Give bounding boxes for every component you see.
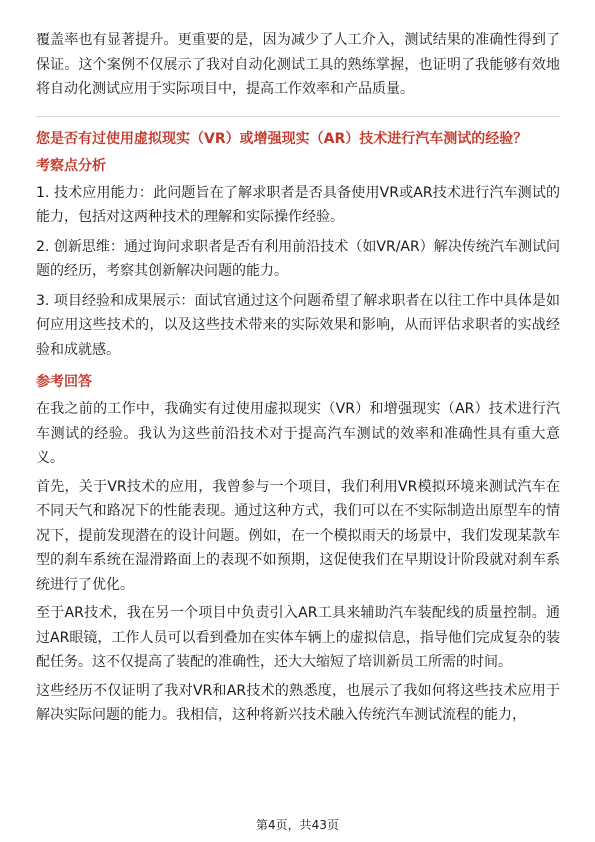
document-page [36,28,560,728]
intro-paragraph: 覆盖率也有显著提升。更重要的是，因为减少了人工介入，测试结果的准确性得到了保证。这个案例不仅展示了我对自动化测试工具的熟练掌握，也证明了我能够有效地将自动化测试应用于实际项目中，提高工作效率和产品质量。 [36,32,560,97]
answer-paragraph: 在我之前的工作中，我确实有过使用虚拟现实（VR）和增强现实（AR）技术进行汽车测试的经验。我认为这些前沿技术对于提高汽车测试的效率和准确性具有重大意义。 [36,401,560,466]
analysis-item: 1. 技术应用能力：此问题旨在了解求职者是否具备使用VR或AR技术进行汽车测试的能力，包括对这两种技术的理解和实际操作经验。 [36,184,560,225]
analysis-item: 2. 创新思维：通过询问求职者是否有利用前沿技术（如VR/AR）解决传统汽车测试问题的经历，考察其创新解决问题的能力。 [36,238,560,279]
analysis-item: 3. 项目经验和成果展示：面试官通过这个问题希望了解求职者在以往工作中具体是如何应用这些技术的，以及这些技术带来的实际效果和影响，从而评估求职者的实战经验和成就感。 [36,292,560,358]
answer-paragraph: 至于AR技术，我在另一个项目中负责引入AR工具来辅助汽车装配线的质量控制。通过AR眼镜，工作人员可以看到叠加在实体车辆上的虚拟信息，指导他们完成复杂的装配任务。这不仅提高了装配的准确性，还大大缩短了培训新员工所需的时间。 [36,605,560,670]
answer-paragraph: 首先，关于VR技术的应用，我曾参与一个项目，我们利用VR模拟环境来测试汽车在不同天气和路况下的性能表现。通过这种方式，我们可以在不实际制造出原型车的情况下，提前发现潜在的设计问题。例如，在一个模拟雨天的场景中，我们发现某款车型的刹车系统在湿滑路面上的表现不如预期，这促使我们在早期设计阶段就对刹车系统进行了优化。 [36,478,560,593]
page-number: 第4页，共43页 [256,818,339,832]
analysis-title: 考察点分析 [36,157,106,174]
question-heading: 您是否有过使用虚拟现实（VR）或增强现实（AR）技术进行汽车测试的经验？ [36,130,528,147]
answer-paragraph: 这些经历不仅证明了我对VR和AR技术的熟悉度，也展示了我如何将这些技术应用于解决实际问题的能力。我相信，这种将新兴技术融入传统汽车测试流程的能力， [36,682,560,723]
answer-title: 参考回答 [36,374,92,390]
section-divider [36,116,560,117]
